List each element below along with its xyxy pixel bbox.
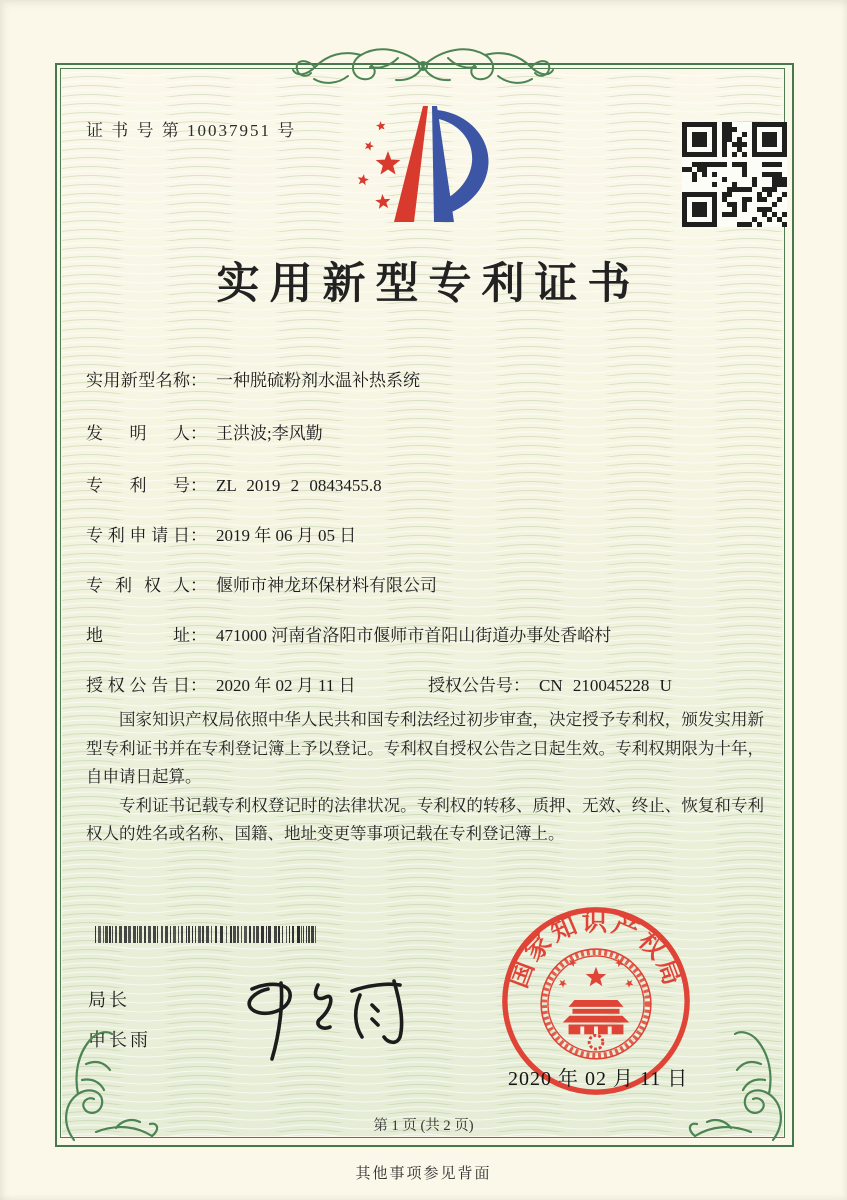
certificate-number: 证 书 号 第 10037951 号 [86, 121, 297, 140]
field-label: 专利权人 [86, 576, 190, 595]
colon: ： [190, 526, 207, 545]
field-row-address [86, 621, 776, 646]
colon: ： [190, 676, 207, 695]
certificate-title: 实用新型专利证书 [216, 261, 641, 308]
back-side-note: 其他事项参见背面 [355, 1166, 492, 1182]
barcode [95, 926, 323, 943]
seal-text: 国家知识产权局 [503, 907, 689, 992]
field-label: 实用新型名称 [86, 371, 190, 390]
field-value: CN 210045228 U [539, 676, 672, 695]
field-value: ZL 2019 2 0843455.8 [216, 476, 382, 495]
seal-emblem-gate [563, 1000, 630, 1034]
field-row-inventor [86, 419, 776, 444]
field-row-grant-date [86, 671, 776, 696]
colon: ： [513, 676, 530, 695]
colon: ： [190, 424, 207, 443]
legal-paragraph-1: 国家知识产权局依照中华人民共和国专利法经过初步审查，决定授予专利权，颁发实用新型专利证书并在专利登记簿上予以登记。专利权自授权公告之日起生效。专利权期限为十年，自申请日起算。 [86, 710, 764, 786]
top-border-ornament-icon [288, 36, 558, 100]
field-row-application-date [86, 521, 776, 546]
qr-code [682, 122, 787, 227]
bottom-right-corner-ornament-icon [679, 1026, 791, 1144]
signer-name: 申长雨 [88, 1030, 151, 1050]
field-value: 471000 河南省洛阳市偃师市首阳山街道办事处香峪村 [216, 626, 612, 645]
field-label: 授权公告号 [428, 676, 513, 695]
field-value: 2020 年 02 月 11 日 [216, 676, 356, 695]
colon: ： [190, 371, 207, 390]
signature-shen-changyu [220, 952, 450, 1072]
colon: ： [190, 626, 207, 645]
page-number-note: 第 1 页 (共 2 页) [373, 1118, 474, 1134]
field-row-patent-number [86, 471, 776, 496]
field-label: 专利号 [86, 476, 190, 495]
colon: ： [190, 476, 207, 495]
field-label: 地址 [86, 626, 190, 645]
field-label: 授权公告日 [86, 676, 190, 695]
field-row-patentee [86, 571, 776, 596]
field-label: 专利申请日 [86, 526, 190, 545]
signer-title: 局长 [88, 990, 130, 1010]
field-row-utility-model-name [86, 366, 776, 391]
field-value: 一种脱硫粉剂水温补热系统 [216, 371, 420, 390]
field-label: 发明人 [86, 424, 190, 443]
cnipa-logo-icon [350, 100, 500, 238]
field-value: 2019 年 06 月 05 日 [216, 526, 357, 545]
field-grant-publication-number [428, 671, 672, 696]
seal-date: 2020 年 02 月 11 日 [508, 1068, 689, 1090]
field-value: 王洪波;李风勤 [216, 424, 323, 443]
bottom-left-corner-ornament-icon [56, 1026, 168, 1144]
colon: ： [190, 576, 207, 595]
legal-text [86, 706, 764, 849]
field-value: 偃师市神龙环保材料有限公司 [216, 576, 437, 595]
legal-paragraph-2: 专利证书记载专利权登记时的法律状况。专利权的转移、质押、无效、终止、恢复和专利权人的姓名或名称、国籍、地址变更等事项记载在专利登记簿上。 [86, 795, 764, 843]
